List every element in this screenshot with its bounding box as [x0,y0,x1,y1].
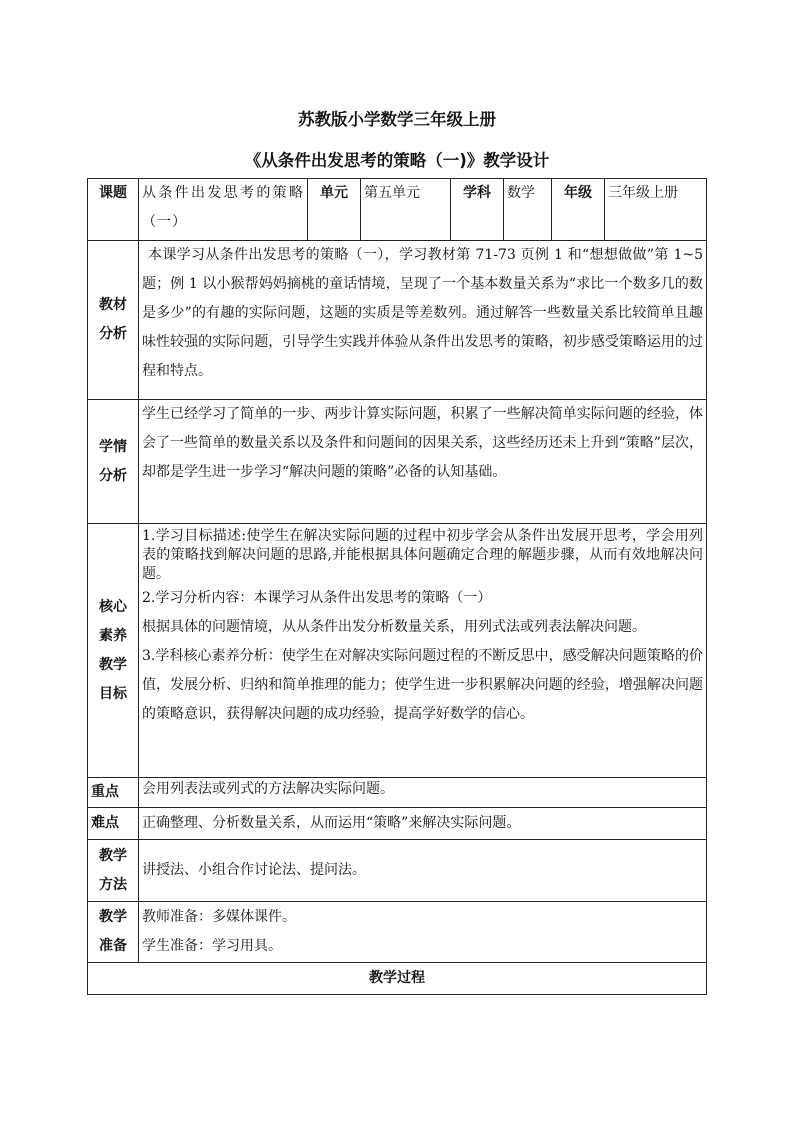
literacy-analysis: 3.学科核心素养分析：使学生在对解决实际问题过程的不断反思中，感受解决问题策略的价值，发展分析、归纳和简单推理的能力；使学生进一步积累解决问题的经验，增强解决问题的策略意识，获得解决问题的成功经验，提高学好数学的信心。 [142,648,703,722]
grade-label: 年级 [552,179,605,241]
student-analysis-row [88,400,707,524]
subject-label: 学科 [451,179,504,241]
difficult-point-text: 正确整理、分析数量关系，从而运用“策略”来解决实际问题。 [139,808,707,840]
grade-value: 三年级上册 [605,179,707,241]
preparation-text [139,902,707,963]
core-objectives-label: 核心 素养 教学 目标 [88,524,139,778]
core-objectives-text [139,524,707,778]
method-label: 教学 方法 [88,840,139,902]
teacher-preparation: 教师准备：多媒体课件。 [142,909,296,925]
method-row [88,840,707,902]
student-analysis-text: 学生已经学习了简单的一步、两步计算实际问题，积累了一些解决简单实际问题的经验，体会了一些简单的数量关系以及条件和问题间的因果关系，这些经历还未上升到“策略”层次，却都是学生进一步学习“解决问题的策略”必备的认知基础。 [139,400,707,524]
key-point-row [88,778,707,808]
material-analysis-label: 教材 分析 [88,241,139,400]
key-point-text: 会用列表法或列式的方法解决实际问题。 [139,778,707,808]
teaching-process-row [88,963,707,995]
preparation-label: 教学 准备 [88,902,139,963]
key-point-label: 重点 [88,778,139,808]
objective-description: 1.学习目标描述:使学生在解决实际问题的过程中初步学会从条件出发展开思考，学会用列表的策略找到解决问题的思路,并能根据具体问题确定合理的解题步骤，从而有效地解决问题。 [142,528,703,582]
document-title: 苏教版小学数学三年级上册 [298,110,496,129]
document-subtitle: 《从条件出发思考的策略（一)》教学设计 [244,151,550,170]
unit-label: 单元 [308,179,361,241]
subject-value: 数学 [504,179,552,241]
difficult-point-label: 难点 [88,808,139,840]
difficult-point-row [88,808,707,840]
method-text: 讲授法、小组合作讨论法、提问法。 [139,840,707,902]
unit-value: 第五单元 [361,179,451,241]
topic-label: 课题 [88,179,139,241]
analysis-content: 2.学习分析内容：本课学习从条件出发思考的策略（一） [142,590,492,606]
teaching-process-heading: 教学过程 [88,963,707,995]
header-row [88,179,707,241]
student-preparation: 学生准备：学习用具。 [142,938,282,954]
analysis-detail: 根据具体的问题情境，从从条件出发分析数量关系，用列式法或列表法解决问题。 [142,619,646,635]
lesson-plan-table [87,178,707,995]
topic-value: 从条件出发思考的策略（一） [139,179,308,241]
preparation-row [88,902,707,963]
material-analysis-text: 本课学习从条件出发思考的策略（一），学习教材第 71-73 页例 1 和“想想做做”第 1~5 题；例 1 以小猴帮妈妈摘桃的童话情境，呈现了一个基本数量关系为“求比一个数多几的数是多少”的有趣的实际问题，这题的实质是等差数列。通过解答一些数量关系比较简单且趣味性较强的实际问题，引导学生实践并体验从条件出发思考的策略，初步感受策略运用的过程和特点。 [139,241,707,400]
core-objectives-row [88,524,707,778]
material-analysis-row [88,241,707,400]
student-analysis-label: 学情 分析 [88,400,139,524]
